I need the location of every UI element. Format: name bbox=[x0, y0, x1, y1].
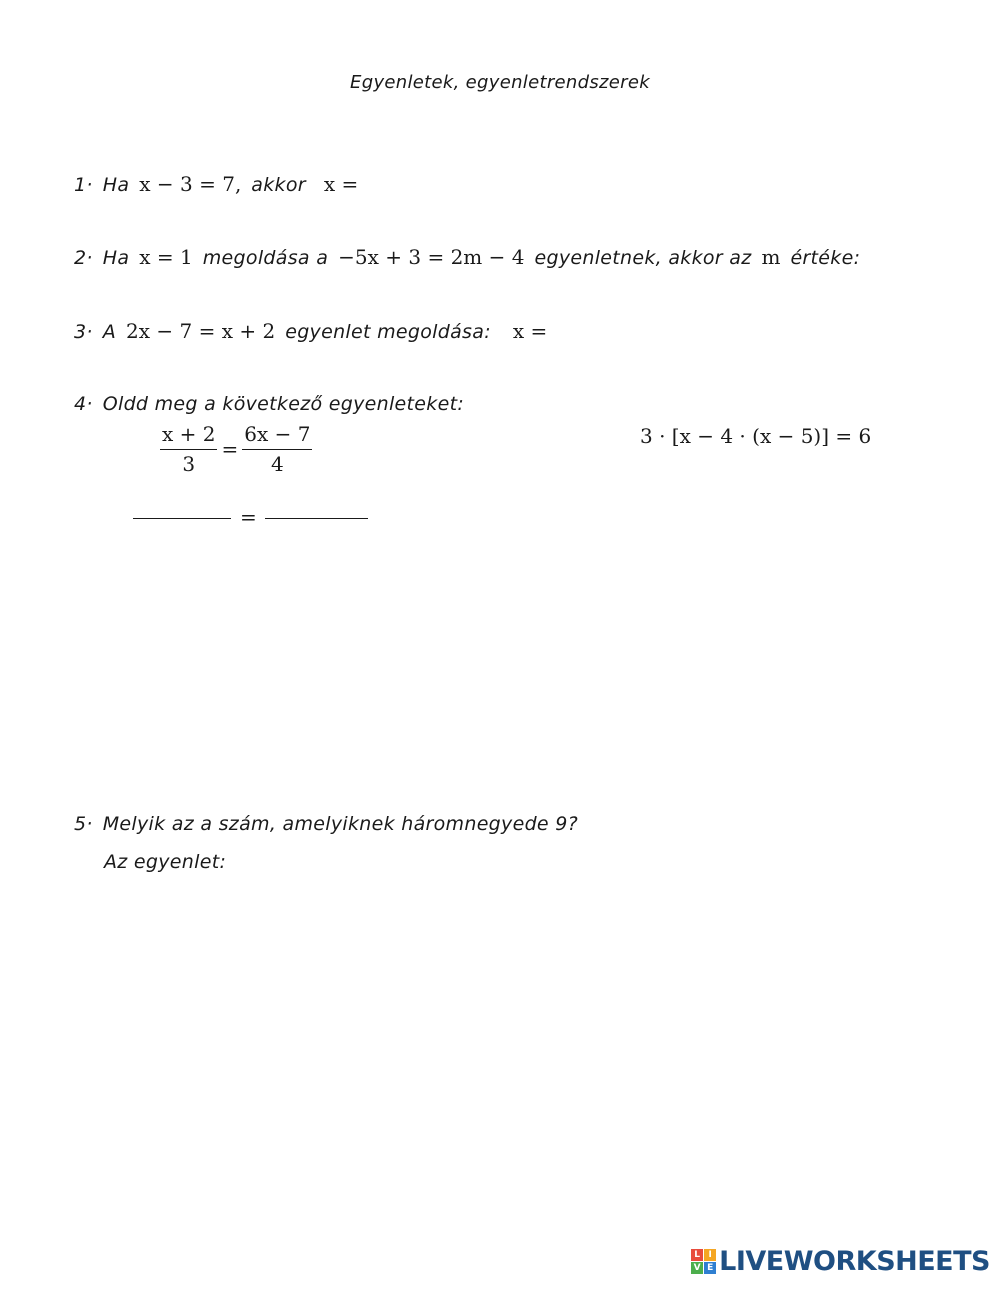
question-4-equation-1 bbox=[160, 422, 312, 476]
question-4-equation-2: 3 · [x − 4 · (x − 5)] = 6 bbox=[640, 424, 872, 448]
liveworksheets-logo bbox=[691, 1246, 990, 1277]
question-3-text-a: A bbox=[102, 321, 117, 343]
question-3-math-a: 2x − 7 = x + 2 bbox=[126, 319, 276, 343]
left-denominator: 3 bbox=[182, 452, 196, 476]
answer-blank-left[interactable] bbox=[133, 518, 231, 519]
question-2-math-c: m bbox=[761, 245, 781, 269]
answer-blank-equals: = bbox=[240, 505, 257, 529]
question-2-text-c: egyenletnek, akkor az bbox=[534, 247, 752, 269]
question-1 bbox=[74, 172, 368, 196]
left-numerator: x + 2 bbox=[160, 422, 217, 450]
right-fraction bbox=[242, 422, 312, 476]
question-1-text-a: Ha bbox=[102, 174, 130, 196]
question-2-text-b: megoldása a bbox=[202, 247, 329, 269]
logo-mark-letter: I bbox=[704, 1249, 716, 1261]
question-2-number: 2· bbox=[74, 247, 93, 269]
question-3 bbox=[74, 319, 557, 343]
question-1-number: 1· bbox=[74, 174, 93, 196]
question-5-text: Melyik az a szám, amelyiknek háromnegyede 9? bbox=[102, 813, 579, 835]
logo-mark-letter: E bbox=[704, 1262, 716, 1274]
question-1-text-b: akkor bbox=[251, 174, 306, 196]
question-5 bbox=[74, 813, 588, 835]
question-1-math-a: x − 3 = 7, bbox=[139, 172, 242, 196]
question-3-text-b: egyenlet megoldása: bbox=[285, 321, 491, 343]
question-2-text-a: Ha bbox=[102, 247, 130, 269]
logo-text: LIVEWORKSHEETS bbox=[719, 1246, 990, 1277]
right-numerator: 6x − 7 bbox=[242, 422, 312, 450]
question-4 bbox=[74, 393, 474, 415]
question-4-number: 4· bbox=[74, 393, 93, 415]
question-2-text-d: értéke: bbox=[790, 247, 861, 269]
question-2-math-a: x = 1 bbox=[139, 245, 193, 269]
question-3-number: 3· bbox=[74, 321, 93, 343]
question-2 bbox=[74, 245, 870, 269]
answer-blank-right[interactable] bbox=[265, 518, 368, 519]
logo-mark-letter: V bbox=[691, 1262, 703, 1274]
question-5-subtitle: Az egyenlet: bbox=[104, 851, 227, 873]
question-3-math-b: x = bbox=[512, 319, 548, 343]
fraction-equals: = bbox=[221, 437, 239, 461]
left-fraction bbox=[160, 422, 217, 476]
worksheet-title: Egyenletek, egyenletrendszerek bbox=[350, 72, 650, 93]
question-1-math-b: x = bbox=[323, 172, 359, 196]
question-4-text: Oldd meg a következő egyenleteket: bbox=[102, 393, 465, 415]
question-2-math-b: −5x + 3 = 2m − 4 bbox=[338, 245, 525, 269]
right-denominator: 4 bbox=[270, 452, 284, 476]
logo-mark-letter: L bbox=[691, 1249, 703, 1261]
logo-mark-icon bbox=[691, 1249, 716, 1274]
question-5-number: 5· bbox=[74, 813, 93, 835]
